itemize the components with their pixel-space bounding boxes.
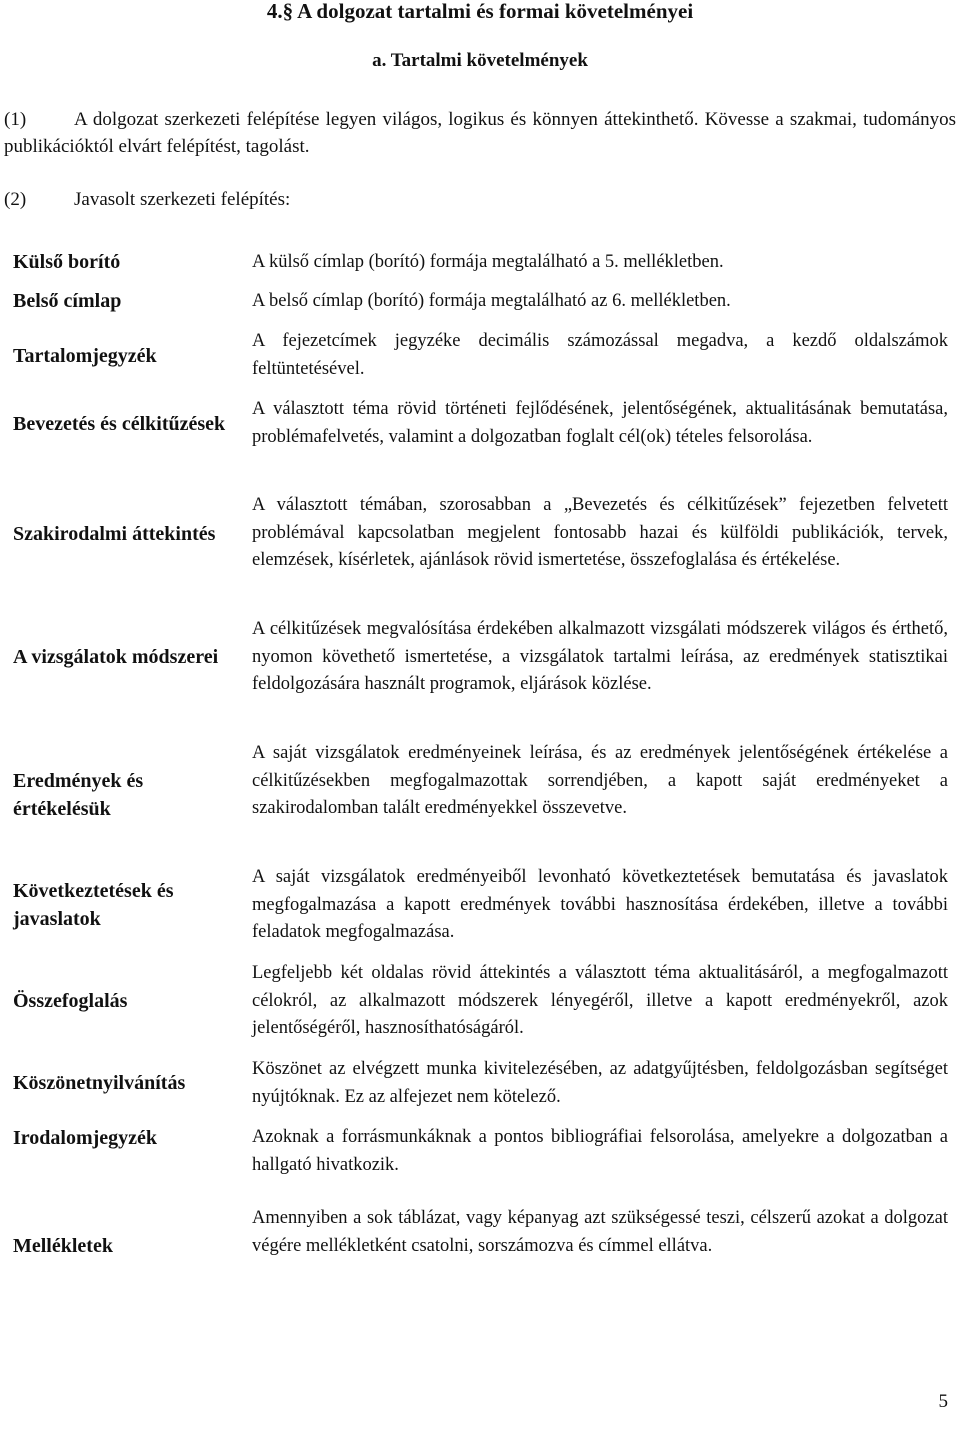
structure-term: Következtetések és javaslatok (13, 880, 174, 930)
structure-desc: A saját vizsgálatok eredményeiből levonható következtetések bemutatása és javaslatok megfogalmazása a kapott eredmények további hasznosítása érdekében, illetve a további feladatok megfogalmazása. (252, 867, 948, 942)
page-number: 5 (938, 1391, 948, 1412)
structure-term: Irodalomjegyzék (13, 1127, 158, 1149)
paragraph-1-number: (1) (4, 109, 27, 130)
structure-desc: A választott téma rövid történeti fejlődésének, jelentőségének, aktualitásának bemutatása, problémafelvetés, valamint a dolgozatban foglalt cél(ok) tételes felsorolása. (252, 399, 948, 447)
structure-term: Eredmények és értékelésük (13, 770, 144, 820)
structure-desc: A belső címlap (borító) formája megtalálható az 6. mellékletben. (252, 291, 731, 311)
structure-term: Belső címlap (13, 290, 122, 312)
structure-term: Összefoglalás (13, 990, 128, 1012)
structure-desc: A saját vizsgálatok eredményeinek leírása, és az eredmények jelentőségének értékelése a célkitűzésekben megfogalmazottak sorrendjében, a kapott saját eredményeket a szakirodalomban talált eredményekkel összevetve. (252, 743, 948, 818)
structure-term: Köszönetnyilvánítás (13, 1072, 186, 1094)
subsection-heading: a. Tartalmi követelmények (372, 50, 588, 71)
paragraph-2-text: Javasolt szerkezeti felépítés: (74, 189, 291, 210)
structure-term: Szakirodalmi áttekintés (13, 523, 216, 545)
structure-term: Külső borító (13, 251, 121, 273)
paragraph-2 (4, 186, 956, 213)
structure-desc: Amennyiben a sok táblázat, vagy képanyag azt szükségessé teszi, célszerű azokat a dolgozat végére mellékletként csatolni, sorszámozva és címmel ellátva. (252, 1208, 948, 1256)
structure-desc: Legfeljebb két oldalas rövid áttekintés a választott téma aktualitásáról, a megfogalmazott célokról, az alkalmazott módszerek lényegéről, illetve a kapott eredményekről, azok jelentőségéről, hasznosíthatóságáról. (252, 963, 948, 1038)
paragraph-1-text: A dolgozat szerkezeti felépítése legyen világos, logikus és könnyen áttekinthető. Kövesse a szakmai, tudományos publikációktól elvárt felépítést, tagolást. (4, 109, 956, 157)
structure-desc: A célkitűzések megvalósítása érdekében alkalmazott vizsgálati módszerek világos és érthető, nyomon követhető ismertetése, a vizsgálatok tartalmi leírása, az eredmények statisztikai feldolgozására használt programok, eljárások közlése. (252, 619, 948, 694)
structure-term: Tartalomjegyzék (13, 345, 157, 367)
section-heading: 4.§ A dolgozat tartalmi és formai követelményei (266, 0, 694, 23)
structure-desc: Azoknak a forrásmunkáknak a pontos bibliográfiai felsorolása, amelyekre a dolgozatban a hallgató hivatkozik. (252, 1127, 948, 1175)
paragraph-1 (4, 106, 956, 160)
structure-desc: Köszönet az elvégzett munka kivitelezésében, az adatgyűjtésben, feldolgozásban segítséget nyújtóknak. Ez az alfejezet nem kötelező. (252, 1059, 948, 1107)
structure-term: Bevezetés és célkitűzések (13, 413, 226, 435)
paragraph-2-number: (2) (4, 189, 27, 210)
structure-desc: A fejezetcímek jegyzéke decimális számozással megadva, a kezdő oldalszámok feltüntetésével. (252, 331, 948, 379)
structure-desc: A külső címlap (borító) formája megtalálható a 5. mellékletben. (252, 252, 724, 272)
structure-term: A vizsgálatok módszerei (13, 646, 219, 668)
structure-desc: A választott témában, szorosabban a „Bevezetés és célkitűzések” fejezetben felvetett problémával kapcsolatban megjelent fontosabb hazai és külföldi publikációk, tervek, elemzések, kísérletek, ajánlások rövid ismertetése, összefoglalása és értékelése. (252, 495, 948, 570)
structure-term: Mellékletek (13, 1235, 113, 1257)
